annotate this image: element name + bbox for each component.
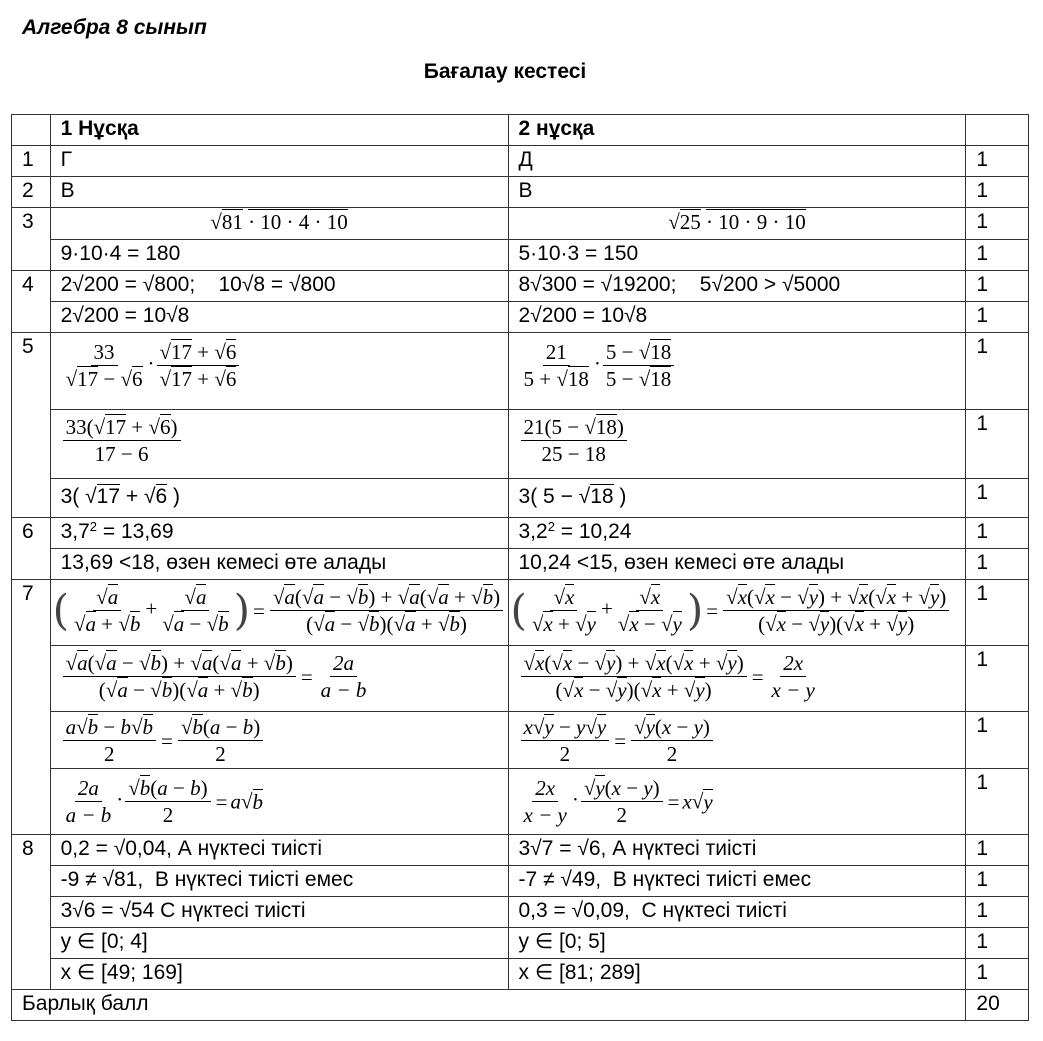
answer-variant-2: 2√200 = 10√8	[508, 302, 966, 333]
table-row	[12, 302, 1029, 333]
question-number: 1	[12, 146, 51, 177]
total-label: Барлық балл	[12, 990, 966, 1021]
table-row	[12, 479, 1029, 518]
answer-variant-2: 5·10·3 = 150	[508, 240, 966, 271]
numerator: 33(√17 + √6)	[63, 414, 181, 441]
table-row	[12, 518, 1029, 549]
answer-variant-2: Д	[508, 146, 966, 177]
table-row	[12, 928, 1029, 959]
numerator: 33	[91, 339, 118, 366]
question-number: 6	[12, 518, 51, 580]
answer-variant-2: √25 · 10 · 9 · 10	[508, 208, 966, 240]
score-cell: 1	[966, 479, 1029, 518]
score-cell: 1	[966, 518, 1029, 549]
answer-variant-1: -9 ≠ √81, В нүктесі тиісті емес	[50, 866, 508, 897]
answer-variant-2: $\frac{2x}{x - y}$ · $\frac{√y(x - y)}{2}$ = x√y	[508, 769, 966, 835]
score-cell: 1	[966, 897, 1029, 928]
table-row	[12, 410, 1029, 479]
answer-variant-2: 10,24 <15, өзен кемесі өте алады	[508, 549, 966, 580]
answer-variant-2: 3( 5 − √18 )	[508, 479, 966, 518]
answer-variant-2: $\frac{√x(√x - √y) + √x(√x + √y)}{(√x - √y)(√x + √y)}$ = $\frac{2x}{x - y}$	[508, 646, 966, 712]
question-number: 5	[12, 333, 51, 518]
grading-table	[11, 114, 1029, 1021]
dot-operator: ·	[147, 351, 155, 376]
total-row	[12, 990, 1029, 1021]
answer-variant-1: $\frac{a√b - b√b}{2}$ = $\frac{√b(a - b)}{2}$	[50, 712, 508, 769]
table-row	[12, 333, 1029, 410]
answer-variant-1: 9·10·4 = 180	[50, 240, 508, 271]
answer-variant-2: В	[508, 177, 966, 208]
table-row	[12, 897, 1029, 928]
answer-variant-1: Г	[50, 146, 508, 177]
answer-variant-1: ( $\frac{√a}{√a + √b}$ + $\frac{√a}{√a - √b}$ ) = $\frac{√a(√a - √b) + √a(√a + √b)}{(√a - √b)(√a + √b)}$	[50, 580, 508, 646]
score-cell: 1	[966, 769, 1029, 835]
total-score: 20	[966, 990, 1029, 1021]
table-row	[12, 646, 1029, 712]
answer-variant-1: 3( √17 + √6 )	[50, 479, 508, 518]
answer-variant-1	[50, 333, 508, 410]
math-text: · 10 · 4 · 10	[248, 210, 348, 234]
score-cell: 1	[966, 928, 1029, 959]
answer-variant-2: 0,3 = √0,09, С нүктесі тиісті	[508, 897, 966, 928]
score-cell: 1	[966, 410, 1029, 479]
page-title: Бағалау кестесі	[423, 60, 587, 83]
score-cell: 1	[966, 333, 1029, 410]
denominator: 5 + √18	[523, 367, 589, 391]
table-row	[12, 549, 1029, 580]
table-row	[12, 712, 1029, 769]
answer-variant-1	[50, 410, 508, 479]
answer-variant-1: х ∈ [49; 169]	[50, 959, 508, 990]
subject-heading: Алгебра 8 сынып	[22, 16, 207, 39]
answer-variant-2: 8√300 = √19200; 5√200 > √5000	[508, 271, 966, 302]
question-number: 8	[12, 835, 51, 990]
score-cell: 1	[966, 302, 1029, 333]
header-cell-number	[12, 115, 51, 146]
answer-variant-2: -7 ≠ √49, В нүктесі тиісті емес	[508, 866, 966, 897]
table-row	[12, 866, 1029, 897]
numerator: √17 + √6	[157, 339, 240, 366]
answer-variant-2: х ∈ [81; 289]	[508, 959, 966, 990]
answer-variant-1: 3√6 = √54 С нүктесі тиісті	[50, 897, 508, 928]
table-row	[12, 177, 1029, 208]
dot-operator: ·	[593, 351, 601, 376]
score-cell: 1	[966, 835, 1029, 866]
score-cell: 1	[966, 866, 1029, 897]
score-cell: 1	[966, 146, 1029, 177]
answer-variant-1: $3,7^2 = 13,69$	[50, 518, 508, 549]
numerator: 5 − √18	[603, 339, 674, 366]
score-cell: 1	[966, 177, 1029, 208]
table-row	[12, 240, 1029, 271]
score-cell: 1	[966, 646, 1029, 712]
table-row	[12, 271, 1029, 302]
score-cell: 1	[966, 580, 1029, 646]
answer-variant-2	[508, 410, 966, 479]
answer-variant-2: $3,2^2 = 10,24$	[508, 518, 966, 549]
answer-variant-1: √81 · 10 · 4 · 10	[50, 208, 508, 240]
answer-variant-1: 2√200 = √800; 10√8 = √800	[50, 271, 508, 302]
score-cell: 1	[966, 959, 1029, 990]
question-number: 3	[12, 208, 51, 271]
denominator: √17 + √6	[159, 367, 237, 391]
answer-variant-1: у ∈ [0; 4]	[50, 928, 508, 959]
answer-variant-1: 13,69 <18, өзен кемесі өте алады	[50, 549, 508, 580]
table-row	[12, 835, 1029, 866]
denominator: 5 − √18	[605, 367, 672, 391]
table-row	[12, 769, 1029, 835]
table-header-row	[12, 115, 1029, 146]
header-cell-variant-1: 1 Нұсқа	[50, 115, 508, 146]
denominator: 25 − 18	[541, 442, 606, 466]
score-cell: 1	[966, 240, 1029, 271]
answer-variant-1: 0,2 = √0,04, А нүктесі тиісті	[50, 835, 508, 866]
header-cell-score	[966, 115, 1029, 146]
answer-variant-2: $\frac{x√y - y√y}{2}$ = $\frac{√y(x - y)}{2}$	[508, 712, 966, 769]
table-row	[12, 208, 1029, 240]
radicand: 81	[221, 210, 243, 234]
answer-variant-2	[508, 333, 966, 410]
question-number: 4	[12, 271, 51, 333]
answer-variant-1: 2√200 = 10√8	[50, 302, 508, 333]
math-text: · 10 · 9 · 10	[705, 210, 806, 234]
table-row	[12, 959, 1029, 990]
numerator: 21(5 − √18)	[521, 414, 627, 441]
question-number: 2	[12, 177, 51, 208]
answer-variant-1: $\frac{2a}{a - b}$ · $\frac{√b(a - b)}{2}$ = a√b	[50, 769, 508, 835]
score-cell: 1	[966, 549, 1029, 580]
question-number: 7	[12, 580, 51, 835]
denominator: √17 − √6	[65, 367, 143, 391]
score-cell: 1	[966, 208, 1029, 240]
score-cell: 1	[966, 712, 1029, 769]
table-row	[12, 580, 1029, 646]
radicand: 25	[679, 210, 701, 234]
table-row	[12, 146, 1029, 177]
numerator: 21	[543, 339, 570, 366]
header-cell-variant-2: 2 нұсқа	[508, 115, 966, 146]
answer-variant-1: $\frac{√a(√a - √b) + √a(√a + √b)}{(√a - √b)(√a + √b)}$ = $\frac{2a}{a - b}$	[50, 646, 508, 712]
answer-variant-2: у ∈ [0; 5]	[508, 928, 966, 959]
score-cell: 1	[966, 271, 1029, 302]
answer-variant-2: 3√7 = √6, А нүктесі тиісті	[508, 835, 966, 866]
answer-variant-1: В	[50, 177, 508, 208]
answer-variant-2: ( $\frac{√x}{√x + √y}$ + $\frac{√x}{√x - √y}$ ) = $\frac{√x(√x - √y) + √x(√x + √y)}{(√x - √y)(√x + √y)}$	[508, 580, 966, 646]
denominator: 17 − 6	[94, 442, 149, 466]
